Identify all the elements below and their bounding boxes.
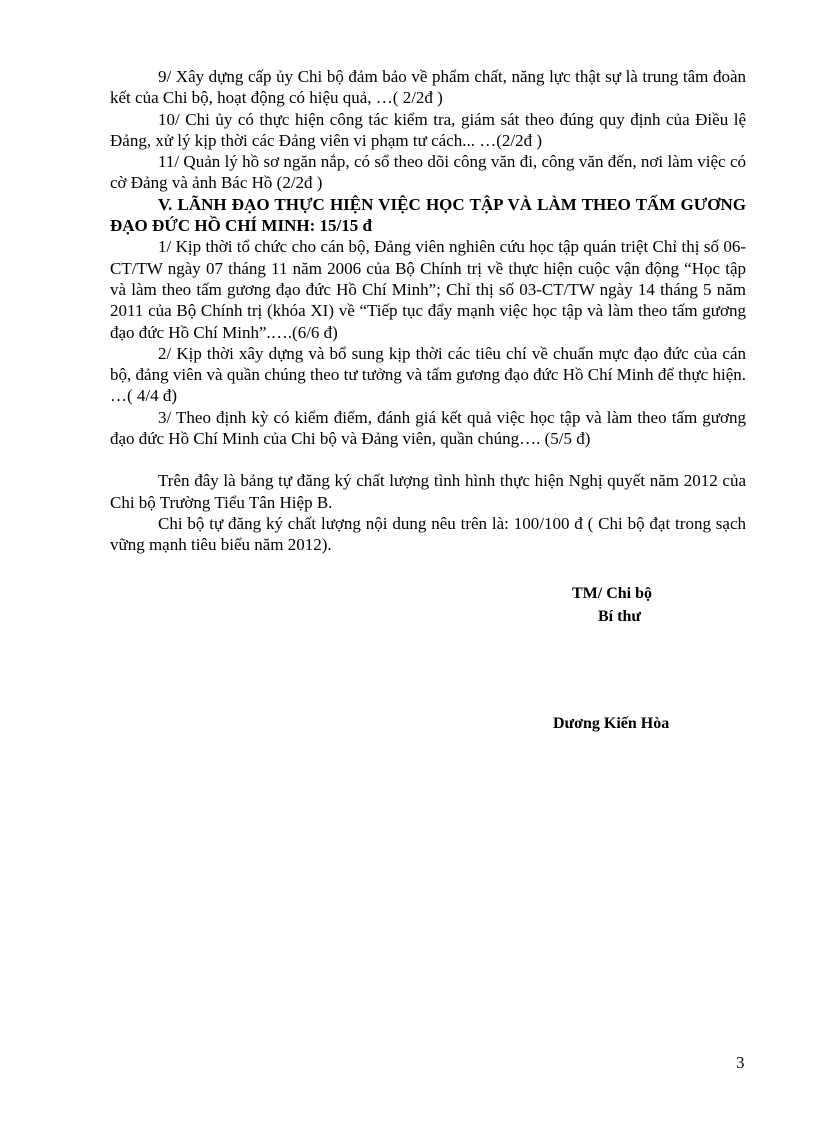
section-v-heading: V. LÃNH ĐẠO THỰC HIỆN VIỆC HỌC TẬP VÀ LÀM THEO TẤM GƯƠNG ĐẠO ĐỨC HỒ CHÍ MINH: 15/15 đ (110, 194, 746, 236)
closing-summary: Trên đây là bảng tự đăng ký chất lượng tình hình thực hiện Nghị quyết năm 2012 của Chi bộ Trường Tiểu Tân Hiệp B. (110, 471, 746, 512)
section-v-item-1: 1/ Kịp thời tổ chức cho cán bộ, Đảng viên nghiên cứu học tập quán triệt Chỉ thị số 06-CT/TW ngày 07 tháng 11 năm 2006 của Bộ Chính trị về thực hiện cuộc vận động “Học tập và làm theo tấm gương đạo đức Hồ Chí Minh”; Chỉ thị số 03-CT/TW ngày 14 tháng 5 năm 2011 của Bộ Chính trị (khóa XI) về “Tiếp tục đẩy mạnh việc học tập và làm theo tấm gương đạo đức Hồ Chí Minh”.….(6/6 đ) (110, 237, 746, 342)
signature-name: Dương Kiến Hòa (553, 715, 670, 732)
paragraph-item-10: 10/ Chi ủy có thực hiện công tác kiểm tra, giám sát theo đúng quy định của Điều lệ Đảng, xử lý kịp thời các Đảng viên vi phạm tư cách... …(2/2đ ) (110, 109, 746, 150)
blank-line (110, 449, 746, 470)
section-v-item-3: 3/ Theo định kỳ có kiểm điểm, đánh giá kết quả việc học tập và làm theo tấm gương đạo đức Hồ Chí Minh của Chi bộ và Đảng viên, quần chúng…. (5/5 đ) (110, 407, 746, 449)
closing-score: Chi bộ tự đăng ký chất lượng nội dung nêu trên là: 100/100 đ ( Chi bộ đạt trong sạch vững mạnh tiêu biểu năm 2012). (110, 513, 746, 555)
paragraph-item-9: 9/ Xây dựng cấp ủy Chi bộ đảm bảo về phẩm chất, năng lực thật sự là trung tâm đoàn kết của Chi bộ, hoạt động có hiệu quả, …( 2/2đ ) (110, 67, 746, 108)
document-body (110, 66, 746, 556)
page-number: 3 (736, 1053, 745, 1072)
paragraph-item-11: 11/ Quản lý hồ sơ ngăn nắp, có sổ theo dõi công văn đi, công văn đến, nơi làm việc có cờ Đảng và ảnh Bác Hồ (2/2đ ) (110, 152, 746, 193)
section-v-item-2: 2/ Kịp thời xây dựng và bổ sung kịp thời các tiêu chí về chuẩn mực đạo đức của cán bộ, đảng viên và quần chúng theo tư tưởng và tấm gương đạo đức Hồ Chí Minh để thực hiện. …( 4/4 đ) (110, 343, 746, 406)
signature-on-behalf: TM/ Chi bộ (572, 585, 653, 602)
signature-position: Bí thư (598, 608, 641, 625)
